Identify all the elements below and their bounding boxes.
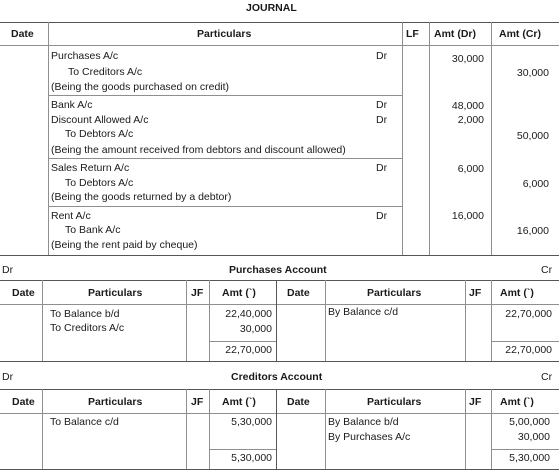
ledger-header-amount: Amt (`) <box>500 396 534 408</box>
ledger-particular: By Balance c/d <box>328 306 399 318</box>
ledger-particular: To Balance c/d <box>50 416 119 428</box>
ledger-amount: 30,000 <box>517 431 550 443</box>
journal-entry-debit-account: Bank A/c <box>51 99 93 111</box>
ledger-cr-label: Cr <box>541 371 553 383</box>
ledger-center-line <box>276 389 277 469</box>
ledger-dr-label: Dr <box>2 371 14 383</box>
journal-entry-debit-amount: 48,000 <box>451 100 484 112</box>
ledger-top-border <box>0 280 559 281</box>
ledger-header-particulars: Particulars <box>367 396 422 408</box>
ledger-total: 5,30,000 <box>509 452 550 464</box>
ledger-total-rule <box>491 341 559 342</box>
ledger-total-rule <box>209 341 276 342</box>
ledger-particular: By Purchases A/c <box>328 431 411 443</box>
journal-entry-dr-marker: Dr <box>376 50 388 62</box>
ledger-total-rule <box>491 449 559 450</box>
ledger-col-line <box>325 389 326 469</box>
journal-entry-credit-account: To Debtors A/c <box>65 177 134 189</box>
journal-entry-credit-amount: 50,000 <box>516 130 549 142</box>
ledger-header-particulars: Particulars <box>88 396 143 408</box>
journal-entry-dr-marker: Dr <box>376 114 388 126</box>
ledger-title-creditors: Creditors Account <box>231 371 323 383</box>
ledger-bottom-border <box>0 469 559 470</box>
ledger-particular: By Balance b/d <box>328 416 399 428</box>
ledger-header-divider <box>0 304 559 305</box>
journal-entry-narration: (Being the rent paid by cheque) <box>51 239 198 251</box>
journal-entry-debit-amount: 16,000 <box>451 210 484 222</box>
ledger-col-line <box>465 389 466 469</box>
journal-entry-narration: (Being the amount received from debtors and discount allowed) <box>51 144 346 156</box>
ledger-amount: 5,30,000 <box>231 416 272 428</box>
journal-entry-credit-amount: 6,000 <box>522 178 549 190</box>
ledger-col-line <box>186 389 187 469</box>
journal-entry-debit-account: Sales Return A/c <box>51 162 130 174</box>
journal-header-divider <box>0 45 559 46</box>
ledger-col-line <box>209 280 210 361</box>
journal-entry-debit-account: Rent A/c <box>51 210 91 222</box>
ledger-header-date: Date <box>287 287 310 299</box>
journal-entry-debit-amount: 6,000 <box>457 163 484 175</box>
ledger-header-jf: JF <box>191 287 204 299</box>
journal-entry-debit-account: Purchases A/c <box>51 50 119 62</box>
ledger-amount: 22,40,000 <box>225 308 272 320</box>
journal-header-date: Date <box>11 28 34 40</box>
ledger-col-line <box>325 280 326 361</box>
journal-col-line <box>48 22 49 255</box>
ledger-total: 22,70,000 <box>225 344 272 356</box>
ledger-bottom-border <box>0 361 559 362</box>
ledger-total-rule <box>209 449 276 450</box>
journal-entry-narration: (Being the goods returned by a debtor) <box>51 191 232 203</box>
journal-entry-debit-account: Discount Allowed A/c <box>51 114 149 126</box>
ledger-amount: 22,70,000 <box>505 308 552 320</box>
ledger-title-purchases: Purchases Account <box>229 264 327 276</box>
journal-header-amt-cr: Amt (Cr) <box>499 28 541 40</box>
ledger-header-amount: Amt (`) <box>222 396 256 408</box>
journal-entry-dr-marker: Dr <box>376 210 388 222</box>
journal-top-border <box>0 22 559 23</box>
ledger-particular: To Balance b/d <box>50 308 120 320</box>
ledger-col-line <box>465 280 466 361</box>
ledger-top-border <box>0 389 559 390</box>
journal-row-divider <box>48 206 402 207</box>
journal-bottom-border <box>0 255 559 256</box>
ledger-col-line <box>491 280 492 361</box>
ledger-amount: 5,00,000 <box>509 416 550 428</box>
journal-row-divider <box>48 158 402 159</box>
ledger-center-line <box>276 280 277 361</box>
journal-header-particulars: Particulars <box>197 28 252 40</box>
journal-entry-dr-marker: Dr <box>376 99 388 111</box>
ledger-col-line <box>491 389 492 469</box>
ledger-header-jf: JF <box>191 396 204 408</box>
journal-col-line <box>429 22 430 255</box>
ledger-amount: 30,000 <box>239 323 272 335</box>
journal-header-lf: LF <box>406 28 419 40</box>
ledger-total: 22,70,000 <box>505 344 552 356</box>
journal-entry-debit-amount: 30,000 <box>451 53 484 65</box>
ledger-header-particulars: Particulars <box>367 287 422 299</box>
journal-entry-debit-amount: 2,000 <box>457 114 484 126</box>
ledger-col-line <box>42 389 43 469</box>
ledger-header-date: Date <box>12 287 35 299</box>
journal-entry-credit-amount: 30,000 <box>516 67 549 79</box>
ledger-total: 5,30,000 <box>231 452 272 464</box>
journal-entry-credit-account: To Creditors A/c <box>68 66 143 78</box>
ledger-col-line <box>42 280 43 361</box>
ledger-header-date: Date <box>287 396 310 408</box>
journal-entry-credit-amount: 16,000 <box>516 225 549 237</box>
ledger-header-amount: Amt (`) <box>222 287 256 299</box>
journal-entry-credit-account: To Bank A/c <box>65 224 121 236</box>
journal-header-amt-dr: Amt (Dr) <box>434 28 476 40</box>
journal-entry-credit-account: To Debtors A/c <box>65 128 134 140</box>
ledger-header-jf: JF <box>469 287 482 299</box>
journal-entry-narration: (Being the goods purchased on credit) <box>51 81 230 93</box>
ledger-col-line <box>209 389 210 469</box>
ledger-particular: To Creditors A/c <box>50 322 125 334</box>
journal-row-divider <box>48 95 402 96</box>
journal-title: JOURNAL <box>246 2 297 14</box>
ledger-header-jf: JF <box>469 396 482 408</box>
ledger-header-amount: Amt (`) <box>500 287 534 299</box>
ledger-header-divider <box>0 413 559 414</box>
journal-entry-dr-marker: Dr <box>376 162 388 174</box>
ledger-dr-label: Dr <box>2 264 14 276</box>
journal-col-line <box>402 22 403 255</box>
journal-col-line <box>491 22 492 255</box>
ledger-header-particulars: Particulars <box>88 287 143 299</box>
ledger-header-date: Date <box>12 396 35 408</box>
ledger-cr-label: Cr <box>541 264 553 276</box>
ledger-col-line <box>186 280 187 361</box>
